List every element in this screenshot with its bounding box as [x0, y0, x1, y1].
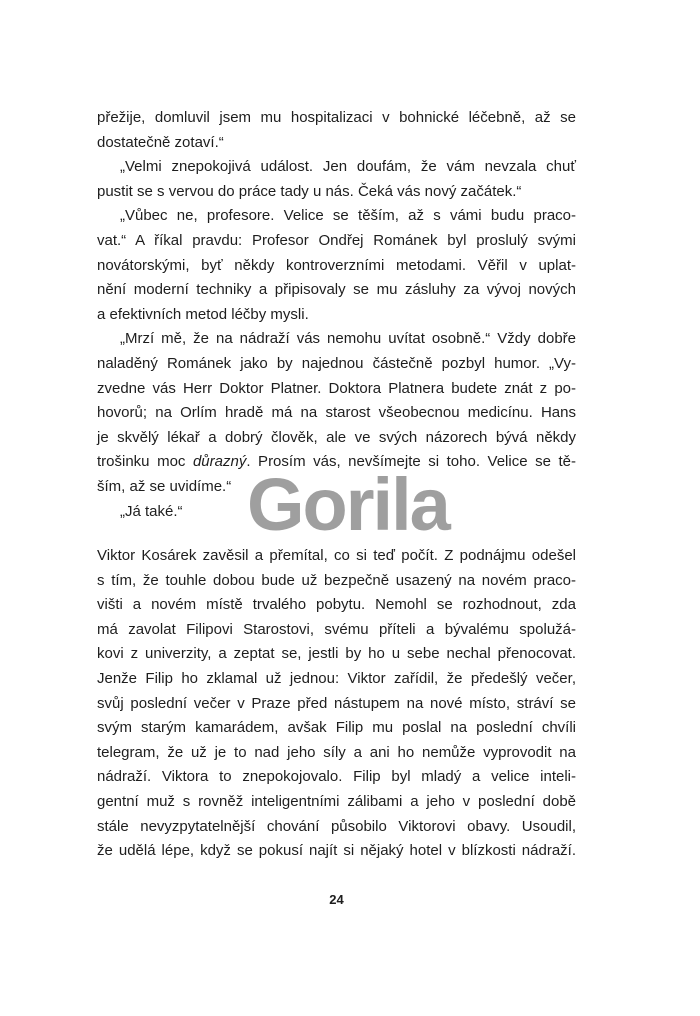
text-line: „Vůbec ne, profesore. Velice se těším, až s vámi budu praco-: [120, 207, 576, 225]
text-line: přežije, domluvil jsem mu hospitalizaci v bohnické léčebně, až se: [97, 109, 576, 126]
text-line: telegram, že už je to nad jeho síly a ani ho nemůže vyprovodit na: [97, 743, 576, 761]
paragraph: [97, 106, 576, 155]
text-line: a efektivních metod léčby mysli.: [97, 305, 309, 323]
text-line: nění moderní techniky a připisovaly se mu zásluhy za vývoj nových: [97, 281, 576, 299]
text-line: stále nevyzpytatelnější chování působilo Viktorovi obavy. Usoudil,: [97, 817, 576, 835]
paragraph: [97, 544, 576, 864]
text-line: pustit se s vervou do práce tady u nás. Čeká vás nový začátek.“: [97, 182, 522, 200]
text-line: gentní muž s rovněž inteligentními zálibami a jeho v poslední době: [97, 793, 576, 811]
text-line: je skvělý lékař a dobrý člověk, ale ve svých názorech bývá někdy: [97, 428, 576, 446]
text-line: svým starým kamarádem, avšak Filip mu poslal na poslední chvíli: [97, 719, 576, 737]
emphasized-word: důrazný: [192, 453, 247, 471]
text-line: Viktor Kosárek zavěsil a přemítal, co si teď počít. Z podnájmu odešel: [97, 547, 576, 565]
text-line: kovi z univerzity, a zeptat se, jestli by ho u sebe nechal přenocovat.: [97, 645, 576, 663]
text-line: novátorskými, byť někdy kontroverzními metodami. Věřil v uplat-: [97, 256, 576, 274]
text-line: naladěný Románek jako by najednou částečně pozbyl humor. „Vy-: [97, 354, 576, 372]
paragraph: [97, 204, 576, 327]
text-line: s tím, že touhle dobou bude už bezpečně usazený na novém praco-: [97, 571, 576, 589]
text-line: zvedne vás Herr Doktor Platner. Doktora Platnera budete znát z po-: [97, 379, 576, 397]
text-segment: . Prosím vás, nevšímejte si toho. Velice se tě-: [246, 453, 577, 471]
text-line: hovorů; na Orlím hradě má na starost všeobecnou medicínu. Hans: [97, 404, 576, 422]
text-line: Jenže Filip ho zklamal už jednou: Viktor zařídil, že předešlý večer,: [97, 670, 576, 688]
text-line: „Já také.“: [120, 502, 183, 520]
paragraph: [97, 155, 576, 204]
text-segment: trošinku moc: [97, 453, 193, 471]
text-line: višti a novém místě trvalého pobytu. Nemohl se rozhodnout, zda: [97, 596, 576, 614]
text-line: svůj poslední večer v Praze před nástupem na nové místo, stráví se: [97, 694, 576, 712]
text-line: „Mrzí mě, že na nádraží vás nemohu uvítat osobně.“ Vždy dobře: [120, 330, 576, 348]
text-line: „Velmi znepokojivá událost. Jen doufám, že vám nevzala chuť: [120, 158, 576, 176]
watermark-logo: Gorila: [247, 463, 449, 546]
text-line: má zavolat Filipovi Starostovi, svému příteli a bývalému spolužá-: [97, 620, 576, 638]
text-line: nádraží. Viktora to znepokojovalo. Filip byl mladý a velice inteli-: [97, 768, 576, 786]
text-line: že udělá lépe, když se pokusí najít si nějaký hotel v blízkosti nádraží.: [97, 842, 576, 860]
text-line: vat.“ A říkal pravdu: Profesor Ondřej Románek byl proslulý svými: [97, 231, 576, 249]
page-number: 24: [329, 892, 344, 907]
text-line: ším, až se uvidíme.“: [97, 477, 232, 495]
text-line: dostatečně zotaví.“: [97, 133, 224, 151]
